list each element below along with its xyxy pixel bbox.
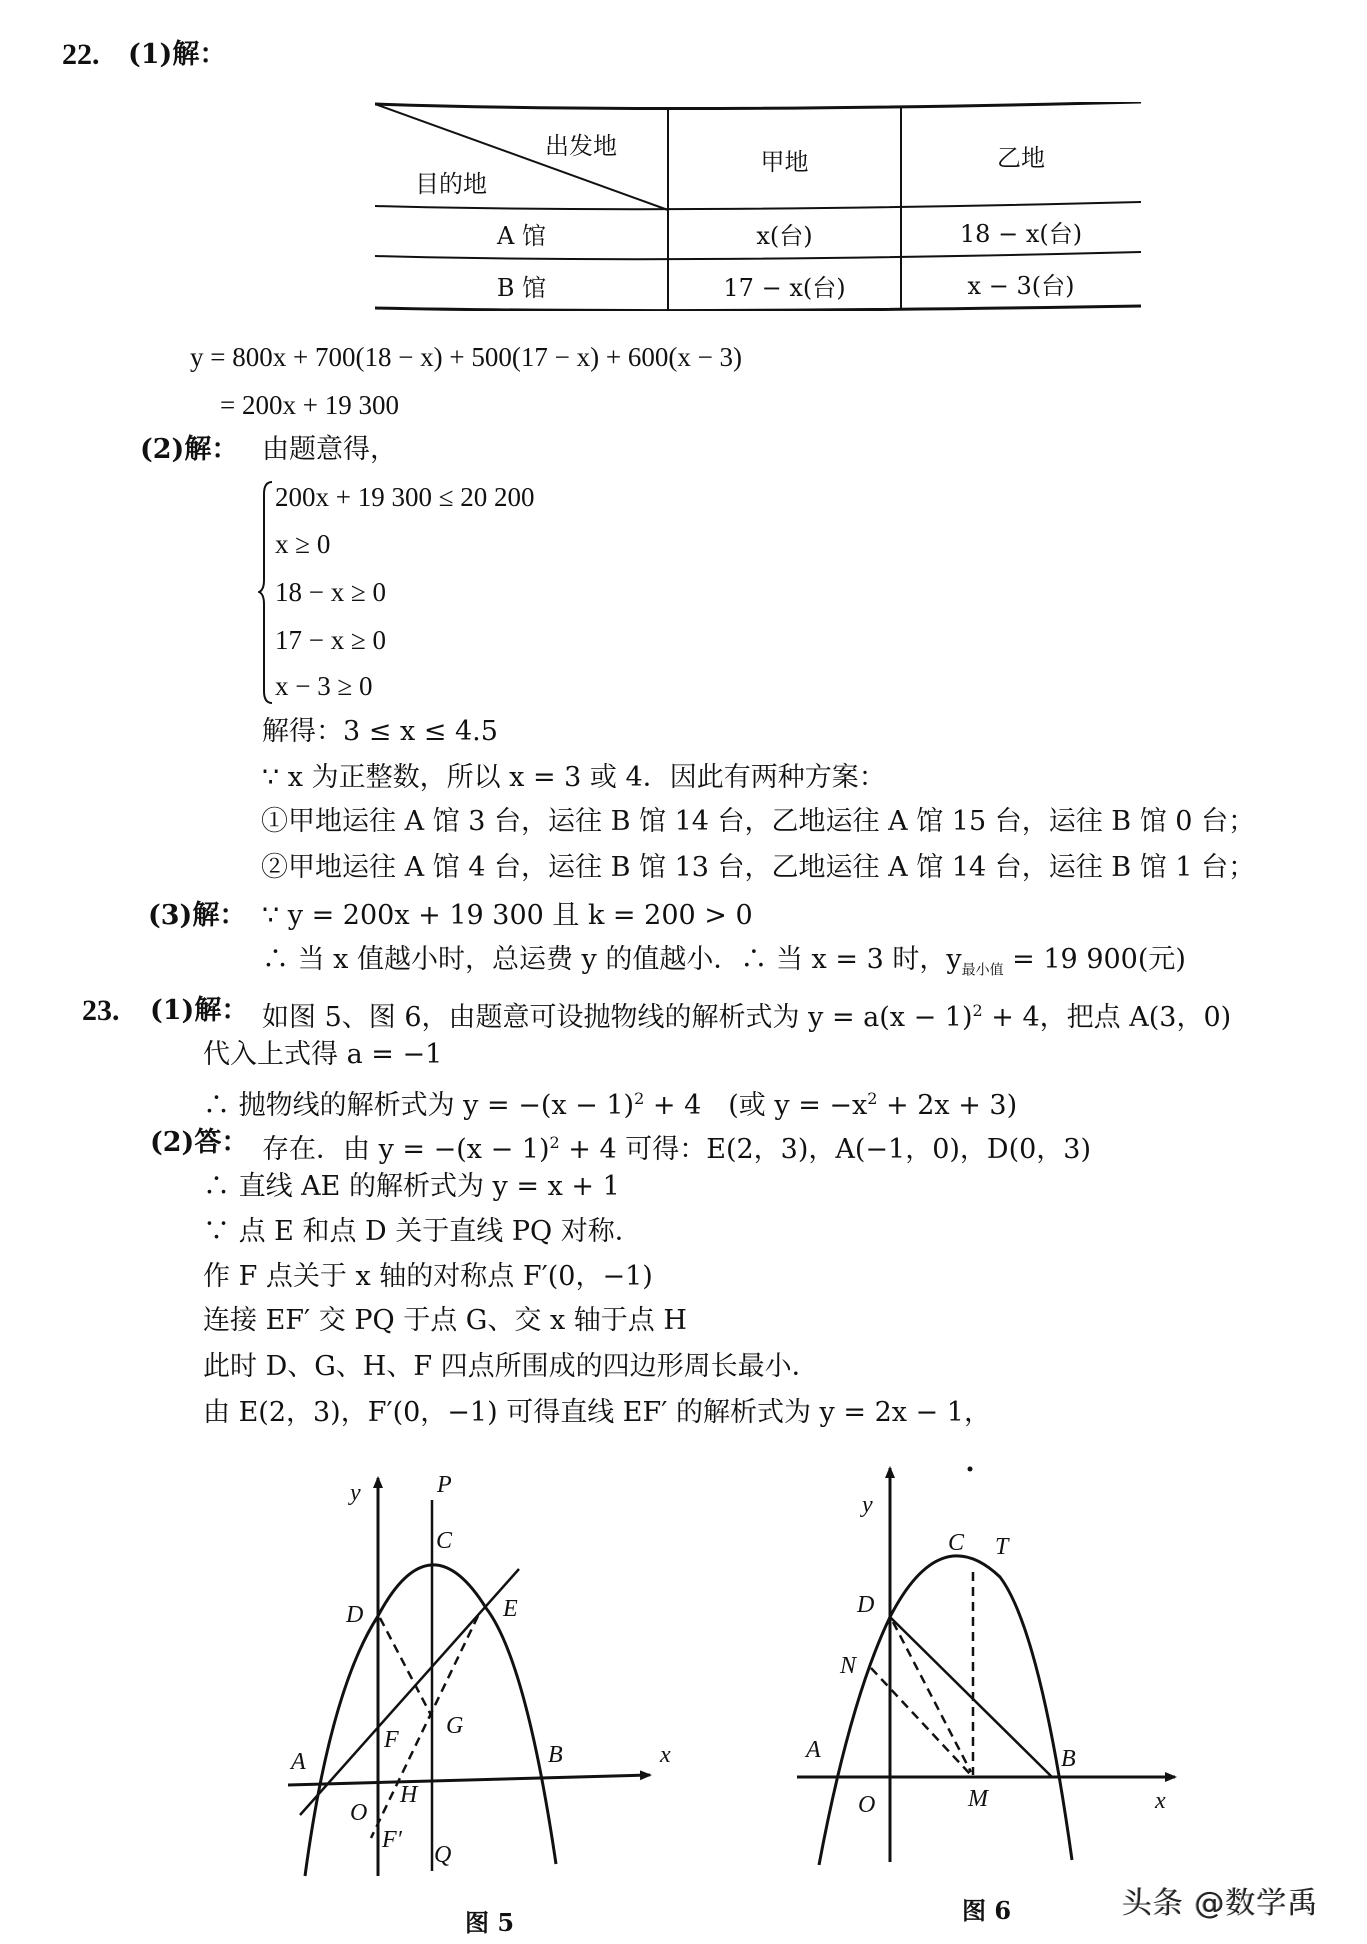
cost-equation-simplified: = 200x + 19 300 — [220, 390, 399, 420]
system-line: x ≥ 0 — [275, 529, 331, 559]
exponent: 2 — [549, 1133, 560, 1152]
solve-result: 解得：3 ≤ x ≤ 4.5 — [262, 716, 498, 747]
fig5-label-a: A — [291, 1749, 306, 1775]
exponent: 2 — [867, 1089, 878, 1108]
watermark: 头条 @数学禹 — [1122, 1886, 1319, 1921]
table-row-label-b: B 馆 — [496, 274, 547, 302]
table-cell: 17 − x(台) — [723, 274, 846, 302]
system-line: x − 3 ≥ 0 — [275, 671, 373, 701]
q23-line1-text-end: + 4，把点 A(3，0) — [982, 1002, 1232, 1033]
q22-part3-label: (3)解： — [148, 900, 247, 931]
q23-p2-line3: ∵ 点 E 和点 D 关于直线 PQ 对称． — [203, 1216, 642, 1247]
fig5-label-b: B — [548, 1742, 563, 1768]
q23-p2-line2: ∴ 直线 AE 的解析式为 y = x + 1 — [203, 1171, 620, 1202]
part3-line2-text: ∴ 当 x 值越小时，总运费 y 的值越小．∴ 当 x = 3 时，y — [262, 944, 962, 975]
fig6-label-c: C — [948, 1530, 965, 1556]
q23-p2-line7: 由 E(2，3)，F′(0，−1) 可得直线 EF′ 的解析式为 y = 2x − 1， — [203, 1397, 991, 1428]
fig5-label-h: H — [400, 1782, 418, 1808]
fig5-label-x: x — [660, 1742, 671, 1768]
question-22-number: 22. — [62, 38, 100, 71]
q23-line3-text-end: + 2x + 3) — [877, 1090, 1018, 1121]
q23-p2-line1-text: 存在．由 y = −(x − 1) — [262, 1134, 550, 1165]
min-value: = 19 900(元) — [1003, 944, 1186, 975]
fig6-label-o: O — [858, 1792, 876, 1818]
fig6-dashed-dm — [893, 1622, 971, 1772]
fig6-dashed-nm — [871, 1668, 970, 1774]
exponent: 2 — [634, 1089, 645, 1108]
plan-2: ②甲地运往 A 馆 4 台，运往 B 馆 13 台，乙地运往 A 馆 14 台，运往 B 馆 1 台； — [261, 852, 1256, 883]
table-col-header-jia: 甲地 — [760, 148, 809, 176]
fig5-label-g: G — [446, 1713, 464, 1739]
table-corner-destination: 目的地 — [415, 170, 487, 198]
system-line: 200x + 19 300 ≤ 20 200 — [275, 482, 535, 512]
fig6-label-a: A — [806, 1737, 821, 1763]
fig6-label-b: B — [1061, 1746, 1076, 1772]
part3-line1: ∵ y = 200x + 19 300 且 k = 200 > 0 — [262, 900, 753, 931]
fig6-label-x: x — [1155, 1788, 1166, 1814]
fig5-label-c: C — [436, 1528, 453, 1554]
cost-equation: y = 800x + 700(18 − x) + 500(17 − x) + 600(x − 3) — [190, 342, 743, 372]
fig6-stray-dot — [968, 1467, 973, 1472]
figure-5-caption: 图 5 — [465, 1908, 515, 1937]
integer-reasoning: ∵ x 为正整数，所以 x = 3 或 4．因此有两种方案： — [262, 762, 886, 793]
q23-line2: 代入上式得 a = −1 — [203, 1039, 443, 1070]
q22-part1-label: (1)解： — [128, 39, 227, 70]
table-col-header-yi: 乙地 — [997, 144, 1045, 172]
plan-1: ①甲地运往 A 馆 3 台，运往 B 馆 14 台，乙地运往 A 馆 15 台，运往 B 馆 0 台； — [261, 806, 1256, 837]
q23-line3-text: ∴ 抛物线的解析式为 y = −(x − 1) — [203, 1090, 635, 1121]
table-row-label-a: A 馆 — [497, 222, 546, 250]
fig5-label-d: D — [346, 1602, 364, 1628]
q22-part2-label: (2)解： — [140, 434, 239, 465]
q23-p2-line4: 作 F 点关于 x 轴的对称点 F′(0，−1) — [203, 1261, 653, 1292]
fig5-label-f: F — [384, 1727, 399, 1753]
fig5-label-o: O — [350, 1800, 368, 1826]
q23-part2-label: (2)答： — [150, 1127, 249, 1158]
q23-p2-line5: 连接 EF′ 交 PQ 于点 G、交 x 轴于点 H — [203, 1305, 687, 1336]
fig5-label-y: y — [350, 1480, 361, 1506]
fig6-label-n: N — [840, 1653, 857, 1679]
fig5-label-f-prime: F′ — [382, 1827, 402, 1853]
fig5-label-e: E — [503, 1596, 518, 1622]
q23-p2-line1-text-end: + 4 可得：E(2，3)，A(−1，0)，D(0，3) — [559, 1134, 1092, 1165]
exponent: 2 — [972, 1001, 983, 1020]
figure-6-caption: 图 6 — [962, 1896, 1012, 1925]
system-line: 18 − x ≥ 0 — [275, 577, 387, 607]
question-23-number: 23. — [82, 994, 120, 1027]
q22-part2-intro: 由题意得， — [262, 434, 397, 465]
table-cell: x(台) — [756, 222, 813, 250]
fig5-label-p: P — [437, 1472, 452, 1498]
fig5-label-q: Q — [434, 1842, 452, 1868]
q23-line3-text-mid: + 4 (或 y = −x — [644, 1090, 868, 1121]
min-value-subscript: 最小值 — [961, 962, 1004, 979]
system-line: 17 − x ≥ 0 — [275, 625, 387, 655]
q23-part1-label: (1)解： — [150, 995, 249, 1026]
q23-line1-text: 如图 5、图 6，由题意可设抛物线的解析式为 y = a(x − 1) — [262, 1002, 973, 1033]
table-cell: 18 − x(台) — [959, 220, 1083, 248]
fig6-label-m: M — [968, 1786, 988, 1812]
q23-p2-line6: 此时 D、G、H、F 四点所围成的四边形周长最小． — [203, 1351, 819, 1382]
table-corner-origin: 出发地 — [545, 132, 617, 160]
fig6-label-d: D — [857, 1592, 875, 1618]
fig6-label-y: y — [862, 1492, 873, 1518]
table-cell: x − 3(台) — [967, 272, 1075, 300]
fig6-label-t: T — [995, 1534, 1009, 1560]
